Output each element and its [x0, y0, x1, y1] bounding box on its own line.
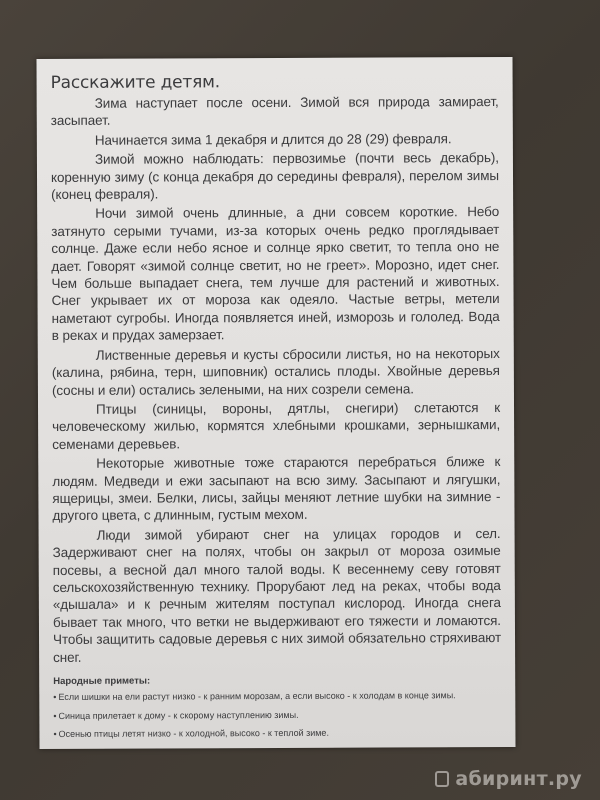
folk-sign-text: Если шишки на ели растут низко - к ранним морозам, а если высоко - к холодам в конце зимы.: [58, 690, 456, 702]
bullet-icon: •: [53, 691, 57, 702]
paragraph-intro: Зима наступает после осени. Зимой вся природа замирает, засыпает.: [50, 94, 499, 129]
site-watermark: [435, 768, 582, 790]
list-item: [53, 726, 501, 740]
folk-sign-text: Осенью птицы летят низко - к холодной, высоко - к теплой зиме.: [58, 727, 329, 739]
paragraph-birds: Птицы (синицы, вороны, дятлы, снегири) слетаются к человеческому жилью, кормятся хлебными крошками, зернышками, семенами деревьев.: [52, 399, 501, 452]
paragraph-dates: Начинается зима 1 декабря и длится до 28 (29) февраля.: [94, 131, 452, 148]
folk-signs-heading: Народные приметы:: [53, 675, 151, 687]
paragraph-weather: Ночи зимой очень длинные, а дни совсем короткие. Небо затянуто серыми тучами, из-за которых очень редко проглядывает солнце. Даже если небо ясное и солнце ярко светит, то тепла оно не дает. Говорят «зимой солнце светит, но не греет». Морозно, идет снег. Чем больше выпадает снега, тем лучше для растений и животных. Снег укрывает их от мороза как одеяло. Частые ветры, метели наметают сугробы. Иногда появляется иней, изморозь и гололед. Вода в реках и прудах замерзает.: [51, 204, 500, 344]
folk-signs-list: [53, 689, 501, 740]
folk-sign-text: Синица прилетает к дому - к скорому наступлению зимы.: [58, 709, 299, 721]
bullet-icon: •: [53, 728, 57, 739]
paragraph-trees: Лиственные деревья и кусты сбросили листья, но на некоторых (калина, рябина, терн, шиповник) остались плоды. Хвойные деревья (сосны и ели) остались зелеными, на них созрели семена.: [51, 345, 500, 398]
list-item: [53, 689, 501, 703]
paragraph-animals: Некоторые животные тоже стараются перебраться ближе к людям. Медведи и ежи засыпают на всю зиму. Засыпают и лягушки, ящерицы, змеи. Белки, лисы, зайцы меняют летние шубки на зимние - другого цвета, с длинным, густым мехом.: [52, 454, 501, 524]
paragraph-phases: Зимой можно наблюдать: первозимье (почти весь декабрь), коренную зиму (с конца декабря до середины февраля), перелом зимы (конец февраля).: [50, 150, 500, 203]
card-title: Расскажите детям.: [50, 72, 221, 93]
list-item: [53, 708, 501, 722]
watermark-text: абиринт.ру: [455, 768, 582, 790]
bullet-icon: •: [53, 710, 57, 721]
labirint-logo-icon: [435, 771, 449, 787]
text-card: [36, 57, 515, 749]
paragraph-people: Люди зимой убирают снег на улицах городов и сел. Задерживают снег на полях, чтобы он закрыл от мороза озимые посевы, а весной дал много талой воды. К весеннему севу готовят сельскохозяйственную технику. Прорубают лед на реках, чтобы вода «дышала» и к речным жителям поступал кислород. Иногда снега бывает так много, что ветки не выдерживают его тяжести и ломаются. Чтобы защитить садовые деревья с них зимой обязательно стряхивают снег.: [52, 525, 502, 665]
